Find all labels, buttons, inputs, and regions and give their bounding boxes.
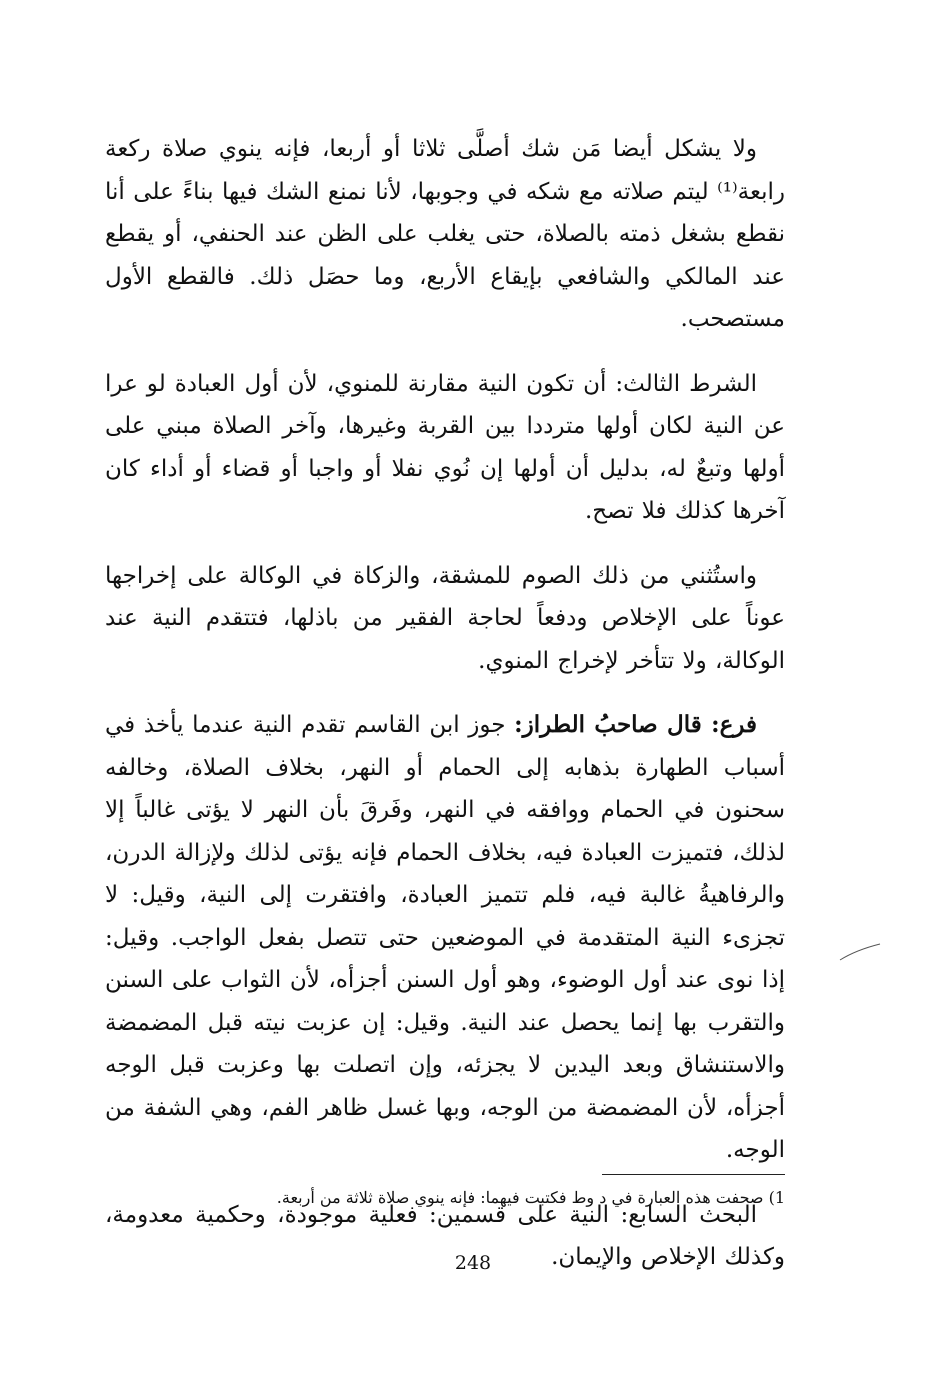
paragraph-1: [105, 128, 785, 341]
paragraph-3: [105, 555, 785, 683]
paragraph-4: [105, 704, 785, 1172]
page-number: 248: [454, 1252, 492, 1274]
paragraph-3-text: واستُثني من ذلك الصوم للمشقة، والزكاة في الوكالة على إخراجها عوناً على الإخلاص ودفعاً لحاجة الفقير من باذلها، فتتقدم النية عند الوكالة، ولا تتأخر لإخراج المنوي.: [105, 562, 785, 674]
footnote-divider: [602, 1174, 785, 1175]
paragraph-2: [105, 363, 785, 533]
paragraph-4-lead: فرع: قال صاحبُ الطراز:: [514, 711, 757, 738]
paragraph-2-text: الشرط الثالث: أن تكون النية مقارنة للمنوي، لأن أول العبادة لو عرا عن النية لكان أولها مترددا بين القربة وغيرها، وآخر الصلاة مبني على أولها وتبعٌ له، بدليل أن أولها إن نُوي نفلا أو واجبا أو قضاء أو أداء كان آخرها كذلك فلا تصح.: [105, 370, 785, 524]
footnote: 1) صحفت هذه العبارة في د وط فكتبت فيهما: فإنه ينوي صلاة ثلاثة من أربعة.: [276, 1188, 785, 1207]
margin-pencil-mark: [838, 940, 882, 964]
main-text: [105, 128, 785, 1301]
paragraph-4-text: جوز ابن القاسم تقدم النية عندما يأخذ في أسباب الطهارة بذهابه إلى الحمام أو النهر، بخلاف الصلاة، وخالفه سحنون في الحمام ووافقه في النهر، وفَرقَ بأن النهر لا يؤتى غالباً إلا لذلك، فتميزت العبادة فيه، بخلاف الحمام فإنه يؤتى لذلك ولإزالة الدرن، والرفاهيةُ غالبة فيه، فلم تتميز العبادة، وافتقرت إلى النية، وقيل: لا تجزىء النية المتقدمة في الموضعين حتى تتصل بفعل الواجب. وقيل: إذا نوى عند أول الوضوء، وهو أول السنن أجزأه، لأن الثواب على السنن والتقرب بها إنما يحصل عند النية. وقيل: إن عزبت نيته قبل المضمضة والاستنشاق وبعد اليدين لا يجزئه، وإن اتصلت بها وعزبت قبل الوجه أجزأه، لأن المضمضة من الوجه، وبها غسل ظاهر الفم، وهي الشفة من الوجه.: [105, 712, 785, 1163]
paragraph-1-text: ولا يشكل أيضا مَن شك أصلَّى ثلاثا أو أربعا، فإنه ينوي صلاة ركعة رابعة⁽¹⁾ ليتم صلاته مع شكه في وجوبها، لأنا نمنع الشك فيها بناءً على أنا نقطع بشغل ذمته بالصلاة، حتى يغلب على الظن عند الحنفي، أو يقطع عند المالكي والشافعي بإيقاع الأربع، وما حصَل ذلك. فالقطع الأول مستصحب.: [105, 136, 785, 332]
paragraph-5-text: البحث السابع: النية على قسمين: فعلية موجودة، وحكمية معدومة، وكذلك الإخلاص والإيمان.: [105, 1201, 785, 1270]
